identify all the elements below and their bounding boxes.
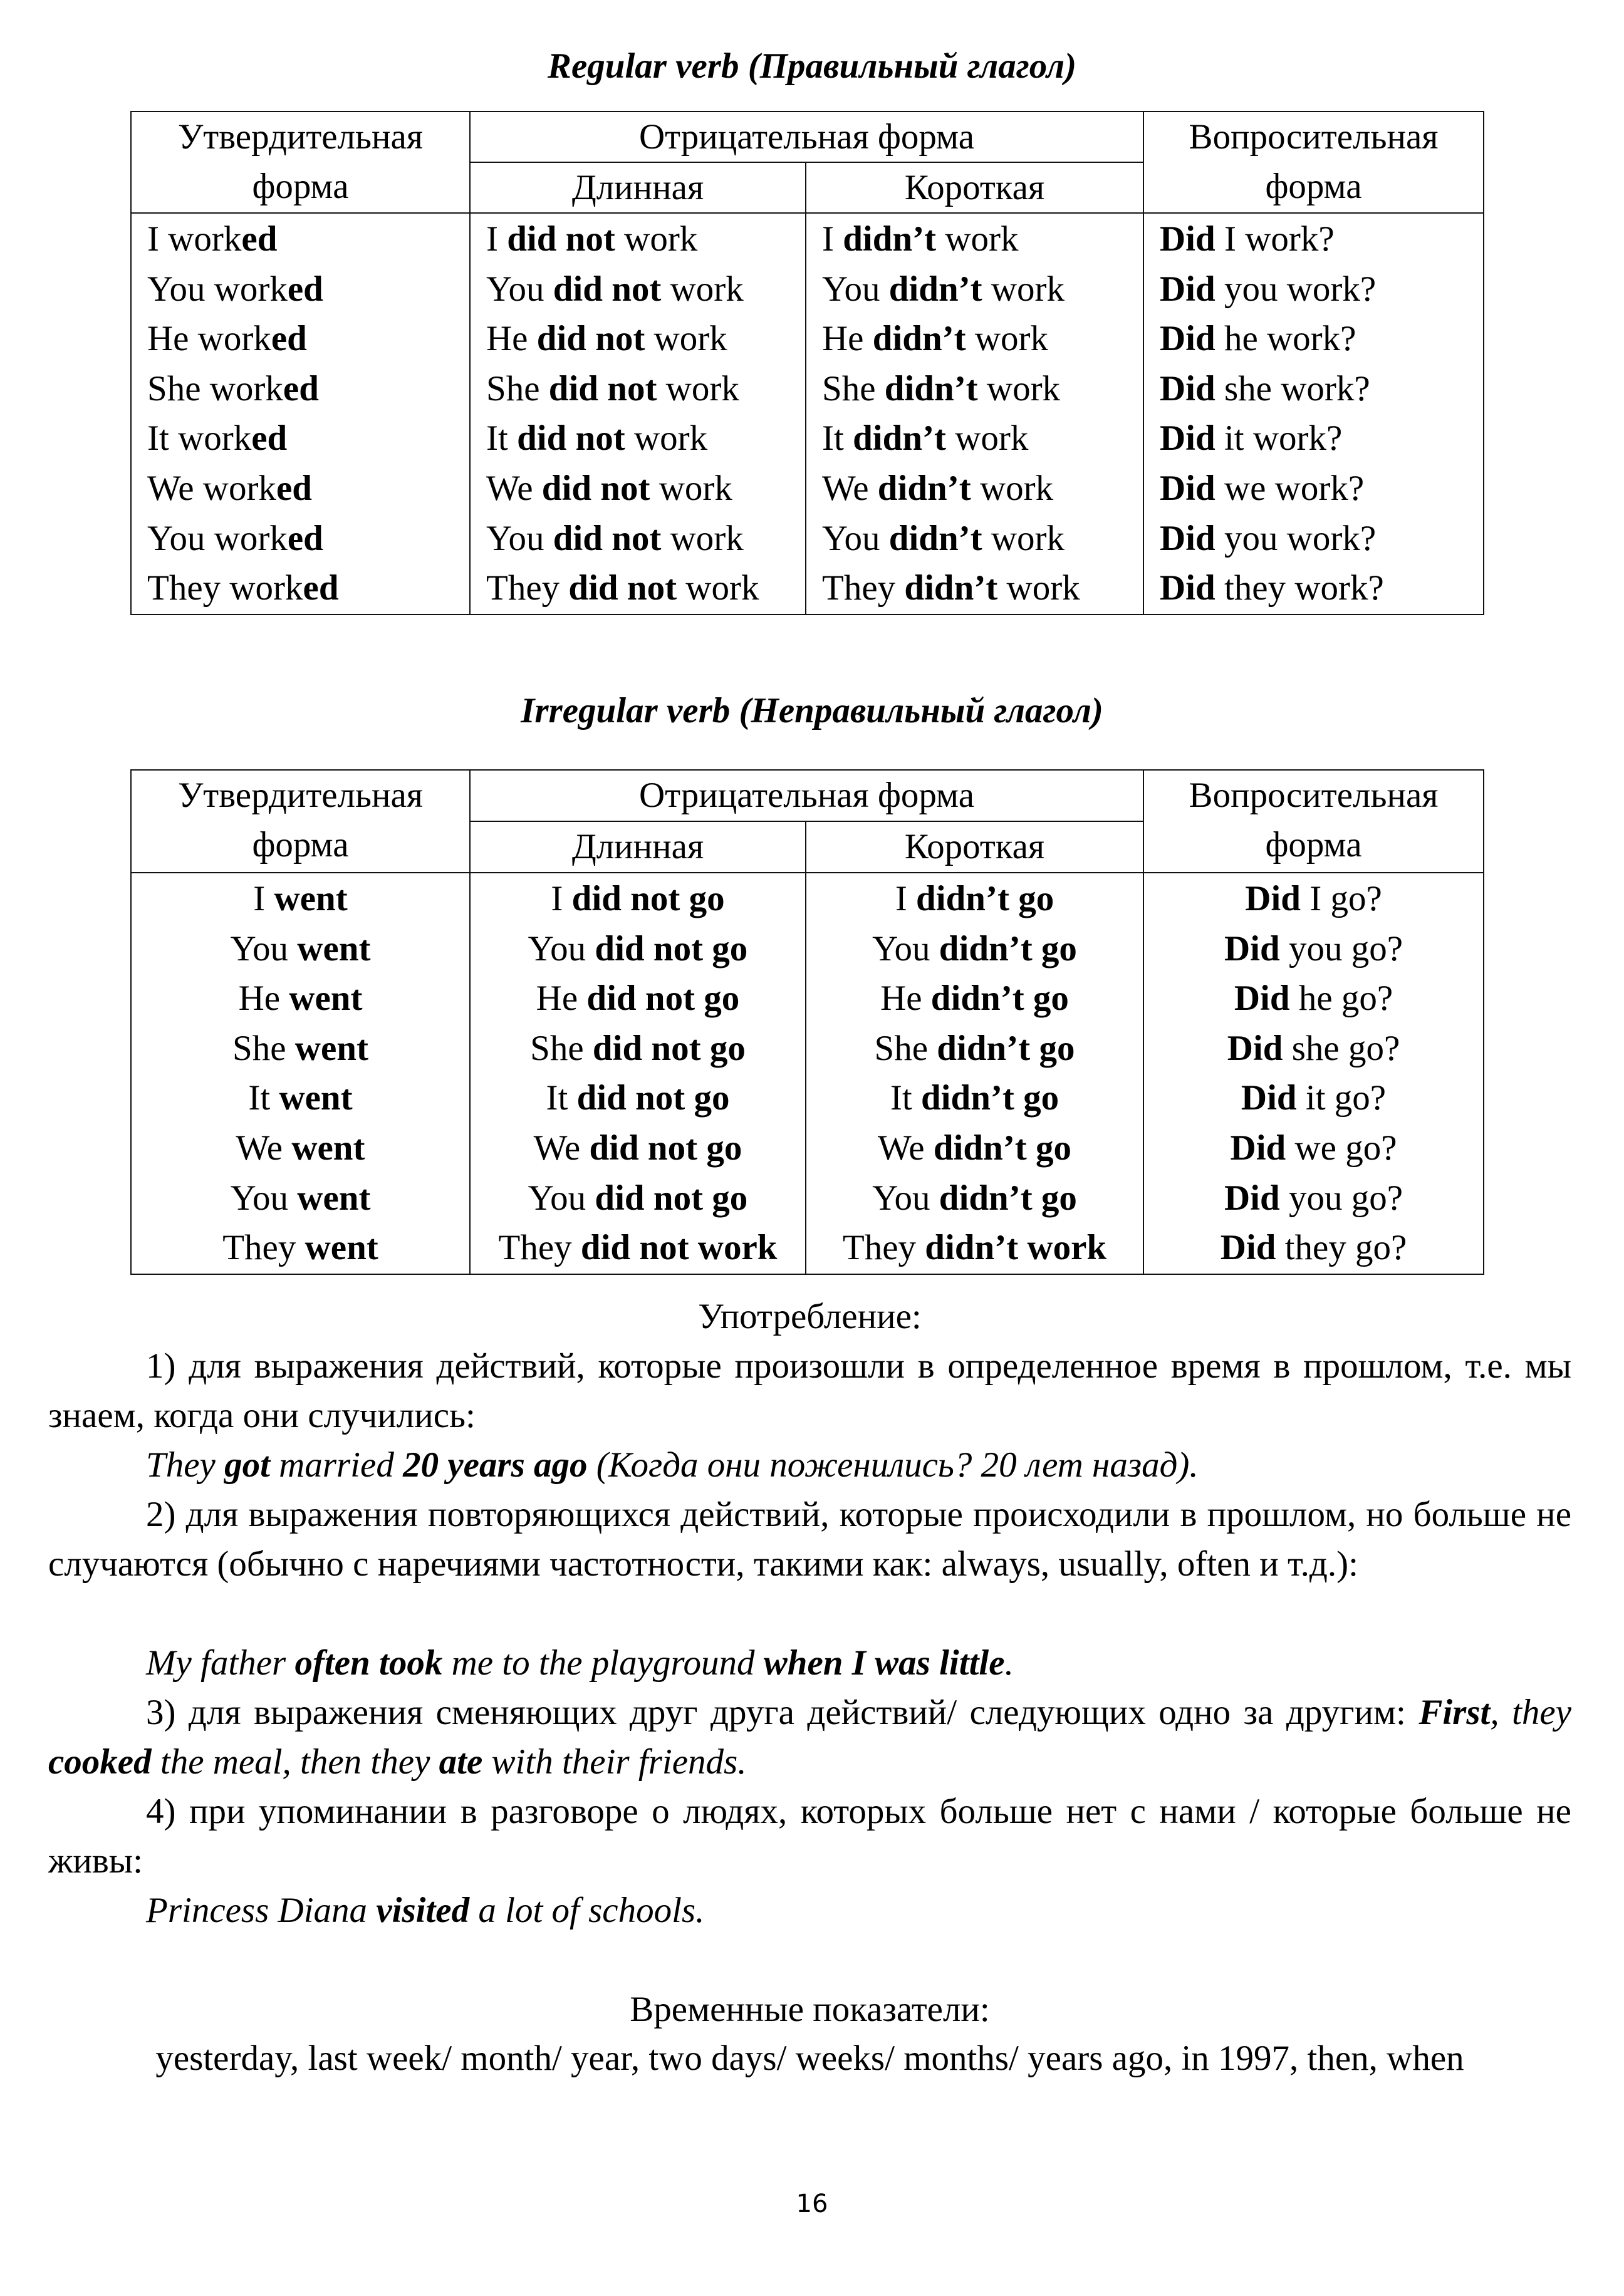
table-cell-line xyxy=(132,514,469,564)
emphasis-text: ed xyxy=(251,418,288,459)
table-cell-line xyxy=(1144,464,1483,514)
emphasis-text: Did xyxy=(1220,1228,1276,1268)
text-run: They xyxy=(146,1445,225,1485)
text-run: work xyxy=(615,219,698,259)
text-run: He xyxy=(822,319,873,359)
table-cell-line xyxy=(806,1024,1143,1074)
header-negative: Отрицательная форма xyxy=(470,770,1143,821)
emphasis-text: 20 years ago xyxy=(403,1445,588,1485)
table-cell-line xyxy=(471,1223,805,1273)
emphasis-text: did not go xyxy=(589,1128,742,1168)
emphasis-text: First xyxy=(1418,1693,1491,1732)
question-column xyxy=(1143,213,1484,615)
emphasis-text: Did xyxy=(1230,1128,1286,1168)
emphasis-text: did not xyxy=(541,468,650,508)
text-run: Princess Diana xyxy=(146,1891,377,1930)
emphasis-text: the meal, then they xyxy=(151,1742,439,1782)
text-run: I xyxy=(253,879,274,918)
table-cell-line xyxy=(806,1173,1143,1223)
text-run: They work xyxy=(147,568,303,608)
affirmative-column xyxy=(131,213,470,615)
text-run: work xyxy=(650,468,732,508)
text-run: me to the playground xyxy=(442,1643,764,1683)
text-run: She work xyxy=(147,368,283,408)
question-column xyxy=(1143,873,1484,1274)
emphasis-text: Did xyxy=(1245,879,1301,918)
table-cell-line xyxy=(1144,514,1483,564)
text-run: 2) для выражения повторяющихся действий, которые происходили в прошлом, но больше не случаются (обычно с наречиями частотности, такими как: always, usually, often и т.д.): xyxy=(48,1495,1571,1584)
table-cell-line xyxy=(1144,974,1483,1024)
text-run: It xyxy=(890,1078,921,1118)
text-run: work xyxy=(966,319,1049,359)
text-run: you work? xyxy=(1215,518,1377,558)
emphasis-text: Did xyxy=(1227,1028,1283,1068)
table-cell-line xyxy=(471,1073,805,1123)
usage-item-3 xyxy=(48,1688,1571,1787)
text-run: It xyxy=(822,418,853,459)
table-cell-line xyxy=(806,974,1143,1024)
table-cell-line xyxy=(806,214,1143,264)
emphasis-text: did not go xyxy=(595,928,748,969)
table-cell-line xyxy=(471,364,805,414)
text-run: work xyxy=(997,568,1080,608)
header-short: Короткая xyxy=(806,162,1143,213)
emphasis-text: did not go xyxy=(592,1028,746,1068)
text-run: You xyxy=(872,928,939,969)
text-run: We xyxy=(822,468,878,508)
usage-example-1 xyxy=(146,1440,1199,1490)
text-run: They xyxy=(842,1228,925,1268)
text-run: I xyxy=(551,879,572,918)
emphasis-text: didn’t xyxy=(888,269,982,309)
table-cell-line xyxy=(806,413,1143,464)
table-cell-line xyxy=(471,264,805,314)
table-cell-line xyxy=(806,464,1143,514)
emphasis-text: did not work xyxy=(580,1228,778,1268)
emphasis-text: Did xyxy=(1234,979,1290,1019)
table-cell-line xyxy=(132,924,469,974)
usage-item-4 xyxy=(48,1787,1571,1886)
text-run: I work? xyxy=(1215,219,1335,259)
header-long: Длинная xyxy=(470,162,806,213)
text-run: I go? xyxy=(1300,879,1382,918)
negative-long-column xyxy=(470,213,806,615)
table-cell-line xyxy=(471,874,805,924)
emphasis-text: didn’t xyxy=(877,468,971,508)
emphasis-text: didn’t work xyxy=(925,1228,1107,1268)
affirmative-column xyxy=(131,873,470,1274)
table-cell-line xyxy=(1144,1223,1483,1273)
text-run: It xyxy=(486,418,518,459)
text-run: 1) для выражения действий, которые произошли в определенное время в прошлом, т.е. мы знаем, когда они случились: xyxy=(48,1346,1571,1435)
text-run: I xyxy=(486,219,508,259)
text-run: work xyxy=(982,518,1065,558)
emphasis-text: Did xyxy=(1160,269,1215,309)
text-run: work xyxy=(661,518,744,558)
table-cell-line xyxy=(471,413,805,464)
irregular-verb-table xyxy=(130,769,1484,1275)
text-run: She xyxy=(486,368,549,408)
text-run: He xyxy=(536,979,587,1019)
text-run: She xyxy=(822,368,885,408)
text-run: You work xyxy=(147,269,288,309)
emphasis-text: Did xyxy=(1160,319,1215,359)
usage-example-4 xyxy=(146,1886,704,1935)
emphasis-text: Did xyxy=(1160,518,1215,558)
table-cell-line xyxy=(471,1024,805,1074)
emphasis-text: did not go xyxy=(586,979,740,1019)
time-markers-heading: Временные показатели: xyxy=(630,1990,990,2029)
table-cell-line xyxy=(806,1223,1143,1273)
text-run: You xyxy=(822,269,889,309)
table-cell-line xyxy=(471,464,805,514)
text-run: she work? xyxy=(1215,368,1370,408)
emphasis-text: ed xyxy=(303,568,339,608)
table-cell-line xyxy=(132,563,469,613)
emphasis-text: Did xyxy=(1160,219,1215,259)
text-run: They xyxy=(822,568,905,608)
text-run: you go? xyxy=(1279,1178,1403,1218)
usage-item-1 xyxy=(48,1341,1571,1440)
emphasis-text: went xyxy=(274,879,348,918)
negative-short-column xyxy=(806,213,1143,615)
emphasis-text: went xyxy=(297,928,371,969)
text-run: You xyxy=(872,1178,939,1218)
emphasis-text: when I was little xyxy=(763,1643,1005,1683)
header-affirmative: Утвердительная форма xyxy=(131,770,470,873)
text-run: I xyxy=(895,879,917,918)
table-cell-line xyxy=(806,264,1143,314)
emphasis-text: didn’t xyxy=(853,418,946,459)
table-cell-line xyxy=(806,1123,1143,1173)
text-run: You xyxy=(230,1178,298,1218)
text-run: We xyxy=(486,468,542,508)
emphasis-text: went xyxy=(279,1078,353,1118)
text-run: they work? xyxy=(1215,568,1384,608)
header-long: Длинная xyxy=(470,821,806,873)
text-run: work xyxy=(661,269,744,309)
emphasis-text: didn’t go xyxy=(933,1128,1071,1168)
table-cell-line xyxy=(471,974,805,1024)
table-cell-line xyxy=(132,364,469,414)
usage-example-2 xyxy=(146,1638,1014,1688)
emphasis-text: didn’t go xyxy=(937,1028,1075,1068)
table-cell-line xyxy=(471,924,805,974)
text-run: work xyxy=(982,269,1065,309)
emphasis-text: ed xyxy=(283,368,319,408)
text-run: She xyxy=(530,1028,593,1068)
text-run: . xyxy=(1004,1643,1014,1683)
text-run: It work xyxy=(147,418,252,459)
text-run: work xyxy=(945,418,1029,459)
emphasis-text: didn’t xyxy=(843,219,937,259)
text-run: she go? xyxy=(1283,1028,1400,1068)
table-cell-line xyxy=(132,1073,469,1123)
emphasis-text: Did xyxy=(1160,368,1215,408)
text-run: 4) при упоминании в разговоре о людях, которых больше нет с нами / которые больше не живы: xyxy=(48,1792,1571,1881)
emphasis-text: didn’t xyxy=(872,319,966,359)
emphasis-text: didn’t go xyxy=(916,879,1054,918)
emphasis-text: did not xyxy=(517,418,625,459)
text-run: a lot of schools. xyxy=(469,1891,705,1930)
text-run: work xyxy=(645,319,727,359)
table-cell-line xyxy=(132,974,469,1024)
emphasis-text: Did xyxy=(1160,418,1215,459)
emphasis-text: did not xyxy=(553,269,662,309)
text-run: you go? xyxy=(1279,928,1403,969)
text-run: He xyxy=(238,979,289,1019)
table-cell-line xyxy=(132,1223,469,1273)
table-cell-line xyxy=(806,924,1143,974)
emphasis-text: didn’t xyxy=(884,368,978,408)
table-cell-line xyxy=(1144,1024,1483,1074)
text-run: You xyxy=(486,269,553,309)
emphasis-text: went xyxy=(297,1178,371,1218)
header-short: Короткая xyxy=(806,821,1143,873)
regular-verb-title: Regular verb (Правильный глагол) xyxy=(547,46,1077,86)
text-run: it go? xyxy=(1296,1078,1387,1118)
emphasis-text: often took xyxy=(294,1643,443,1683)
text-run: he work? xyxy=(1215,319,1356,359)
text-run: married xyxy=(269,1445,403,1485)
table-cell-line xyxy=(132,413,469,464)
table-cell-line xyxy=(471,1173,805,1223)
text-run: He xyxy=(486,319,537,359)
text-run: it work? xyxy=(1215,418,1343,459)
text-run: He xyxy=(880,979,931,1019)
table-cell-line xyxy=(1144,874,1483,924)
irregular-verb-title: Irregular verb (Неправильный глагол) xyxy=(521,691,1103,730)
table-cell-line xyxy=(806,563,1143,613)
text-run: She xyxy=(232,1028,295,1068)
emphasis-text: didn’t go xyxy=(920,1078,1059,1118)
emphasis-text: didn’t go xyxy=(939,928,1077,969)
text-run: She xyxy=(874,1028,937,1068)
table-cell-line xyxy=(132,314,469,364)
text-run: (Когда они поженились? 20 лет назад). xyxy=(587,1445,1199,1485)
text-run: I xyxy=(822,219,843,259)
table-cell-line xyxy=(132,1173,469,1223)
emphasis-text: did not xyxy=(548,368,657,408)
text-run: they go? xyxy=(1276,1228,1407,1268)
emphasis-text: did not xyxy=(507,219,615,259)
table-cell-line xyxy=(1144,1073,1483,1123)
table-cell-line xyxy=(132,264,469,314)
table-cell-line xyxy=(471,1123,805,1173)
emphasis-text: ed xyxy=(276,468,312,508)
emphasis-text: Did xyxy=(1224,1178,1280,1218)
table-cell-line xyxy=(1144,1173,1483,1223)
text-run: He work xyxy=(147,319,271,359)
text-run: You xyxy=(486,518,553,558)
header-question: Вопросительная форма xyxy=(1143,770,1484,873)
emphasis-text: Did xyxy=(1160,568,1215,608)
text-run: They xyxy=(498,1228,581,1268)
text-run: work xyxy=(936,219,1019,259)
emphasis-text: went xyxy=(291,1128,365,1168)
text-run: My father xyxy=(146,1643,295,1683)
table-cell-line xyxy=(132,1024,469,1074)
text-run: 3) для выражения сменяющих друг друга действий/ следующих одно за другим: xyxy=(146,1693,1419,1732)
table-cell-line xyxy=(132,464,469,514)
emphasis-text: didn’t xyxy=(904,568,998,608)
emphasis-text: did not xyxy=(536,319,645,359)
text-run: They xyxy=(486,568,569,608)
emphasis-text: got xyxy=(224,1445,270,1485)
text-run: work xyxy=(657,368,739,408)
table-cell-line xyxy=(806,364,1143,414)
table-cell-line xyxy=(1144,563,1483,613)
emphasis-text: did not xyxy=(568,568,677,608)
text-run: We work xyxy=(147,468,276,508)
emphasis-text: ate xyxy=(439,1742,483,1782)
negative-short-column xyxy=(806,873,1143,1274)
text-run: work xyxy=(971,468,1054,508)
emphasis-text: cooked xyxy=(48,1742,152,1782)
usage-heading: Употребление: xyxy=(698,1297,922,1336)
emphasis-text: Did xyxy=(1160,468,1215,508)
usage-item-2 xyxy=(48,1490,1571,1589)
table-cell-line xyxy=(132,1123,469,1173)
emphasis-text: went xyxy=(304,1228,378,1268)
text-run: we work? xyxy=(1215,468,1365,508)
emphasis-text: didn’t go xyxy=(930,979,1069,1019)
table-cell-line xyxy=(1144,314,1483,364)
emphasis-text: did not go xyxy=(576,1078,730,1118)
emphasis-text: , they xyxy=(1490,1693,1571,1732)
table-cell-line xyxy=(1144,214,1483,264)
emphasis-text: didn’t xyxy=(888,518,982,558)
emphasis-text: ed xyxy=(287,269,323,309)
emphasis-text: ed xyxy=(271,319,307,359)
emphasis-text: ed xyxy=(241,219,278,259)
table-cell-line xyxy=(806,874,1143,924)
table-cell-line xyxy=(806,314,1143,364)
header-affirmative: Утвердительная форма xyxy=(131,112,470,213)
table-cell-line xyxy=(806,514,1143,564)
text-run: we go? xyxy=(1286,1128,1397,1168)
emphasis-text: visited xyxy=(376,1891,470,1930)
text-run: I work xyxy=(147,219,242,259)
emphasis-text: ed xyxy=(287,518,323,558)
text-run: work xyxy=(677,568,759,608)
text-run: you work? xyxy=(1215,269,1377,309)
emphasis-text: Did xyxy=(1224,928,1280,969)
table-cell-line xyxy=(1144,264,1483,314)
time-markers-list: yesterday, last week/ month/ year, two days/ weeks/ months/ years ago, in 1997, then, when xyxy=(155,2039,1464,2078)
text-run: We xyxy=(878,1128,934,1168)
table-cell-line xyxy=(471,563,805,613)
table-cell-line xyxy=(132,874,469,924)
table-cell-line xyxy=(1144,924,1483,974)
emphasis-text: did not go xyxy=(595,1178,748,1218)
text-run: work xyxy=(625,418,708,459)
table-cell-line xyxy=(471,514,805,564)
text-run: You work xyxy=(147,518,288,558)
text-run: You xyxy=(528,1178,595,1218)
emphasis-text: Did xyxy=(1241,1078,1297,1118)
text-run: It xyxy=(248,1078,279,1118)
table-cell-line xyxy=(1144,1123,1483,1173)
text-run: We xyxy=(236,1128,292,1168)
table-cell-line xyxy=(806,1073,1143,1123)
emphasis-text: with their friends. xyxy=(482,1742,747,1782)
header-negative: Отрицательная форма xyxy=(470,112,1143,162)
emphasis-text: went xyxy=(294,1028,368,1068)
text-run: You xyxy=(822,518,889,558)
text-run: work xyxy=(977,368,1061,408)
emphasis-text: went xyxy=(289,979,363,1019)
text-run: You xyxy=(230,928,298,969)
page-number: 16 xyxy=(796,2190,828,2218)
regular-verb-table xyxy=(130,111,1484,615)
text-run: They xyxy=(222,1228,305,1268)
table-cell-line xyxy=(132,214,469,264)
text-run: he go? xyxy=(1289,979,1393,1019)
text-run: We xyxy=(533,1128,590,1168)
emphasis-text: did not xyxy=(553,518,662,558)
header-question: Вопросительная форма xyxy=(1143,112,1484,213)
table-cell-line xyxy=(471,214,805,264)
text-run: It xyxy=(546,1078,577,1118)
emphasis-text: did not go xyxy=(571,879,725,918)
table-cell-line xyxy=(1144,413,1483,464)
table-cell-line xyxy=(471,314,805,364)
negative-long-column xyxy=(470,873,806,1274)
emphasis-text: didn’t go xyxy=(939,1178,1077,1218)
table-cell-line xyxy=(1144,364,1483,414)
text-run: You xyxy=(528,928,595,969)
